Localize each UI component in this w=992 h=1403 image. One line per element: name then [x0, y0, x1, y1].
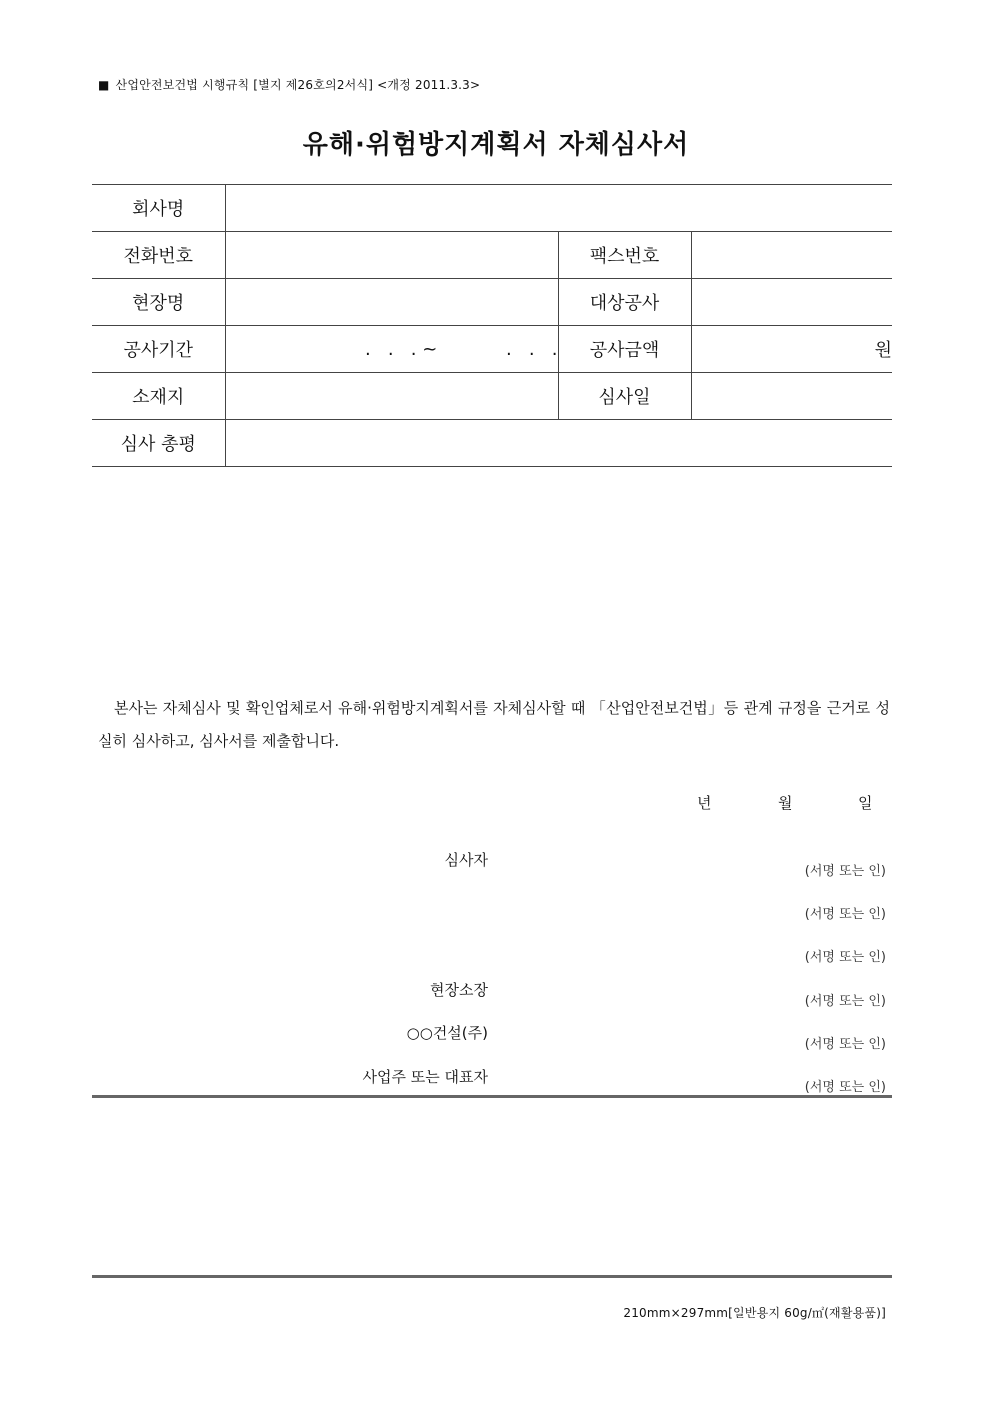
site-manager-signature[interactable]: (서명 또는 인)	[804, 994, 886, 1009]
form-reference-note	[98, 76, 480, 93]
fax-label: 팩스번호	[558, 232, 691, 279]
review-summary-field[interactable]	[225, 420, 892, 467]
review-date-label: 심사일	[558, 373, 691, 420]
square-bullet-icon: ■	[98, 78, 110, 92]
phone-field[interactable]	[225, 232, 558, 279]
period-amount-row	[92, 326, 892, 373]
location-date-row	[92, 373, 892, 420]
location-field[interactable]	[225, 373, 558, 420]
construction-amount-field[interactable]	[691, 326, 892, 373]
review-summary-label: 심사 총평	[92, 420, 225, 467]
target-work-field[interactable]	[691, 279, 892, 326]
signature-section-divider	[92, 1095, 892, 1098]
declaration-statement	[98, 692, 890, 758]
reviewer-signature-1[interactable]: (서명 또는 인)	[804, 864, 886, 879]
owner-representative-label: 사업주 또는 대표자	[362, 1068, 488, 1086]
currency-unit: 원	[874, 340, 893, 361]
reviewer-signature-2[interactable]: (서명 또는 인)	[804, 907, 886, 922]
company-name-label: 회사명	[92, 185, 225, 232]
construction-amount-label: 공사금액	[558, 326, 691, 373]
reviewer-label: 심사자	[444, 851, 488, 869]
review-date-field[interactable]	[691, 373, 892, 420]
footer-divider	[92, 1275, 892, 1278]
owner-representative-signature[interactable]: (서명 또는 인)	[804, 1080, 886, 1095]
construction-period-field[interactable]: . . . ~ . . .	[225, 326, 558, 373]
target-work-label: 대상공사	[558, 279, 691, 326]
review-form-table	[92, 184, 892, 467]
construction-period-label: 공사기간	[92, 326, 225, 373]
company-name-field[interactable]	[225, 185, 892, 232]
phone-fax-row	[92, 232, 892, 279]
phone-label: 전화번호	[92, 232, 225, 279]
date-month-label: 월	[778, 794, 793, 812]
paper-spec-note: 210mm×297mm[일반용지 60g/㎡(재활용품)]	[623, 1306, 886, 1320]
site-name-label: 현장명	[92, 279, 225, 326]
construction-company-signature[interactable]: (서명 또는 인)	[804, 1037, 886, 1052]
site-target-row	[92, 279, 892, 326]
date-year-label: 년	[697, 794, 712, 812]
review-summary-row	[92, 420, 892, 467]
site-name-field[interactable]	[225, 279, 558, 326]
location-label: 소재지	[92, 373, 225, 420]
date-day-label: 일	[858, 794, 873, 812]
declaration-text: 본사는 자체심사 및 확인업체로서 유해·위험방지계획서를 자체심사할 때 「산업안전보건법」등 관계 규정을 근거로 성실히 심사하고, 심사서를 제출합니다.	[98, 699, 890, 750]
site-manager-label: 현장소장	[430, 981, 488, 999]
fax-field[interactable]	[691, 232, 892, 279]
form-reference-text: 산업안전보건법 시행규칙 [별지 제26호의2서식] <개정 2011.3.3>	[115, 78, 481, 92]
company-row	[92, 185, 892, 232]
reviewer-signature-3[interactable]: (서명 또는 인)	[804, 950, 886, 965]
document-title: 유해·위험방지계획서 자체심사서	[302, 130, 690, 160]
construction-company-label: ○○건설(주)	[406, 1024, 488, 1042]
